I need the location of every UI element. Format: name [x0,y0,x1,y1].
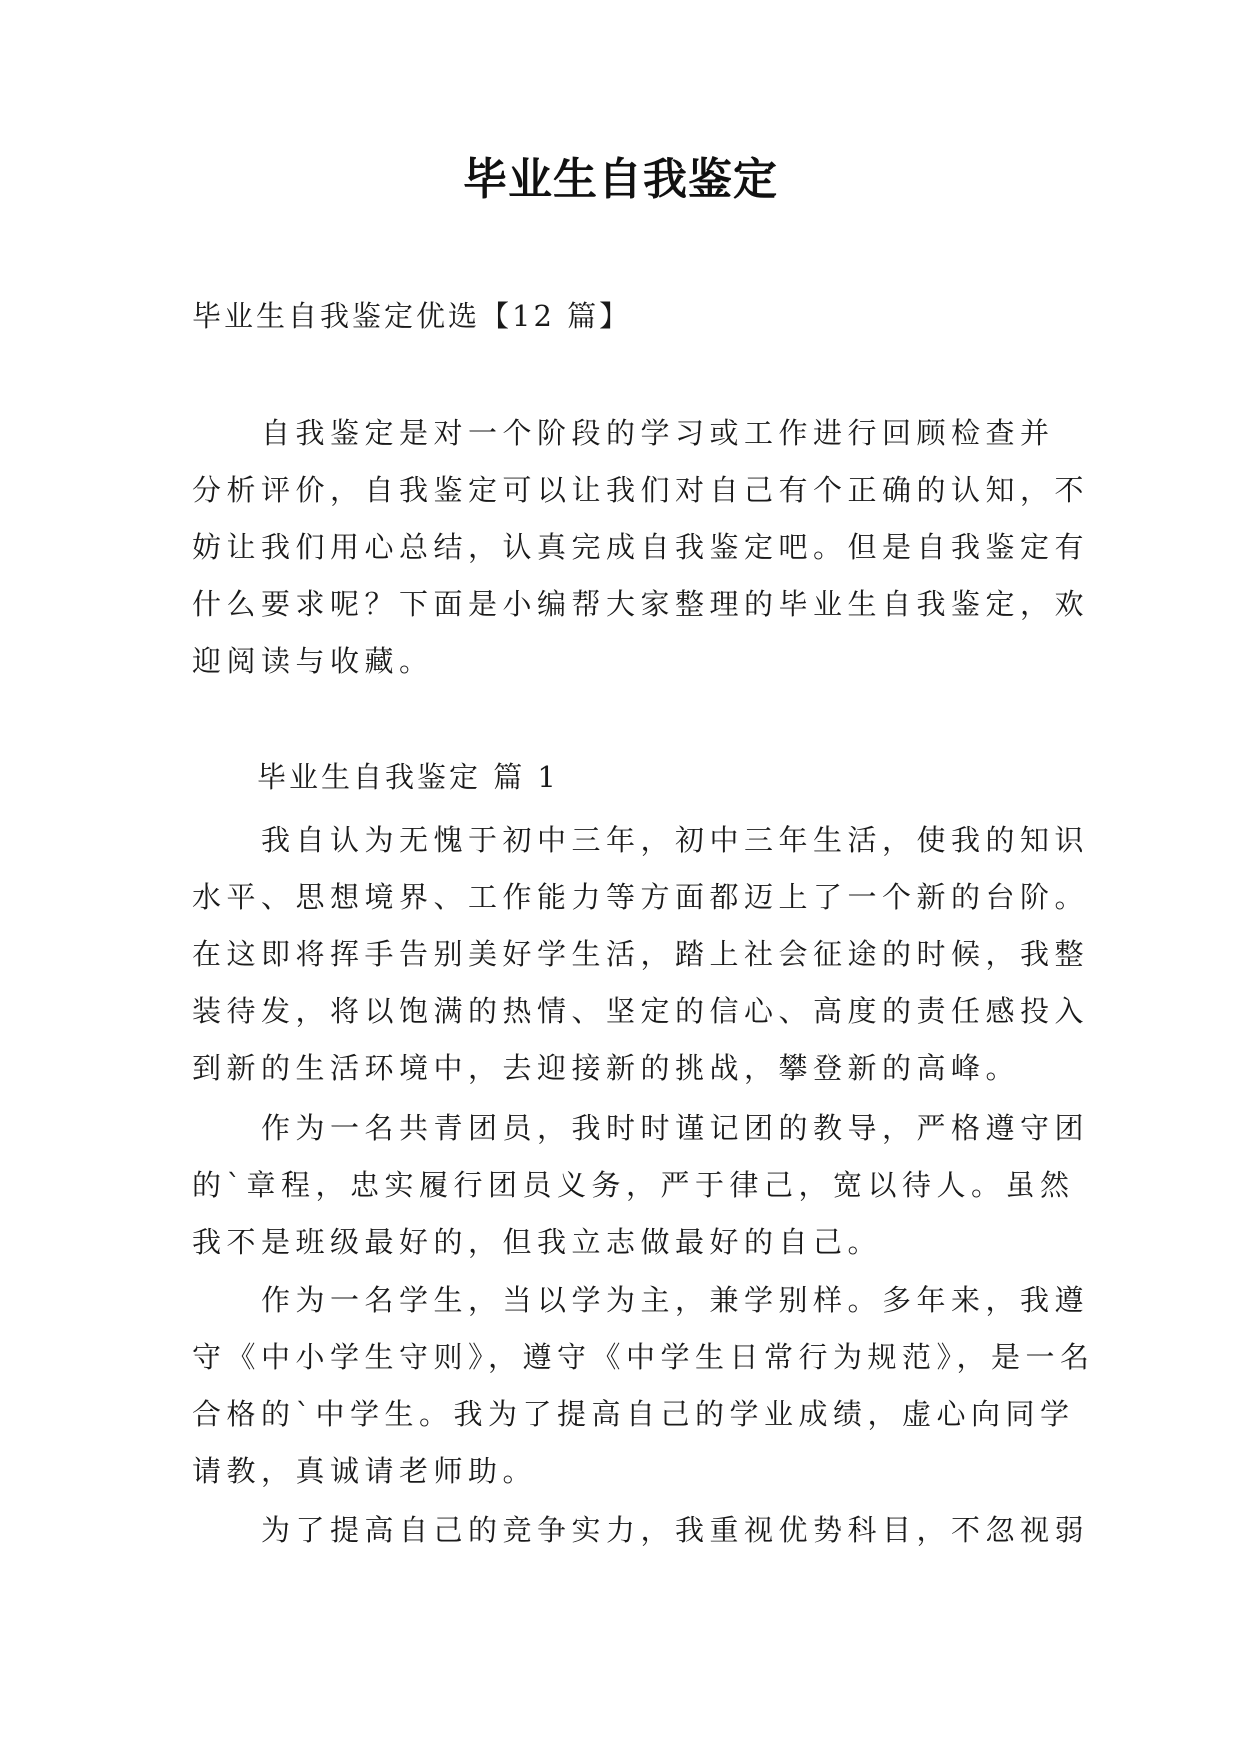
document-title: 毕业生自我鉴定 [463,154,778,205]
paragraph-line: 水平、思想境界、工作能力等方面都迈上了一个新的台阶。 [192,880,1090,914]
paragraph-line: 作为一名学生，当以学为主，兼学别样。多年来，我遵 [192,1283,1090,1317]
paragraph-line: 为了提高自己的竞争实力，我重视优势科目，不忽视弱 [192,1513,1090,1547]
paragraph-line: 请教，真诚请老师助。 [192,1454,538,1488]
intro-line: 自我鉴定是对一个阶段的学习或工作进行回顾检查并 [192,416,1055,450]
intro-line: 分析评价，自我鉴定可以让我们对自己有个正确的认知，不 [192,473,1090,507]
paragraph-line: 守《中小学生守则》，遵守《中学生日常行为规范》，是一名 [192,1340,1095,1374]
paragraph-line: 在这即将挥手告别美好学生活，踏上社会征途的时候，我整 [192,937,1090,971]
intro-paragraph [192,405,1090,690]
intro-line: 什么要求呢？下面是小编帮大家整理的毕业生自我鉴定，欢 [192,587,1090,621]
paragraph-4 [192,1502,1090,1559]
intro-line: 迎阅读与收藏。 [192,644,434,678]
paragraph-1 [192,812,1090,1097]
paragraph-line: 合格的`中学生。我为了提高自己的学业成绩，虚心向同学 [192,1397,1075,1431]
document-subtitle: 毕业生自我鉴定优选【12 篇】 [192,299,632,333]
paragraph-line: 的`章程，忠实履行团员义务，严于律己，宽以待人。虽然 [192,1168,1075,1202]
paragraph-line: 装待发，将以饱满的热情、坚定的信心、高度的责任感投入 [192,994,1090,1028]
paragraph-3 [192,1272,1095,1500]
paragraph-line: 到新的生活环境中，去迎接新的挑战，攀登新的高峰。 [192,1051,1021,1085]
section-heading: 毕业生自我鉴定 篇 1 [257,760,559,794]
intro-line: 妨让我们用心总结，认真完成自我鉴定吧。但是自我鉴定有 [192,530,1090,564]
paragraph-2 [192,1100,1090,1271]
paragraph-line: 我自认为无愧于初中三年，初中三年生活，使我的知识 [192,823,1090,857]
paragraph-line: 作为一名共青团员，我时时谨记团的教导，严格遵守团 [192,1111,1090,1145]
paragraph-line: 我不是班级最好的，但我立志做最好的自己。 [192,1225,883,1259]
